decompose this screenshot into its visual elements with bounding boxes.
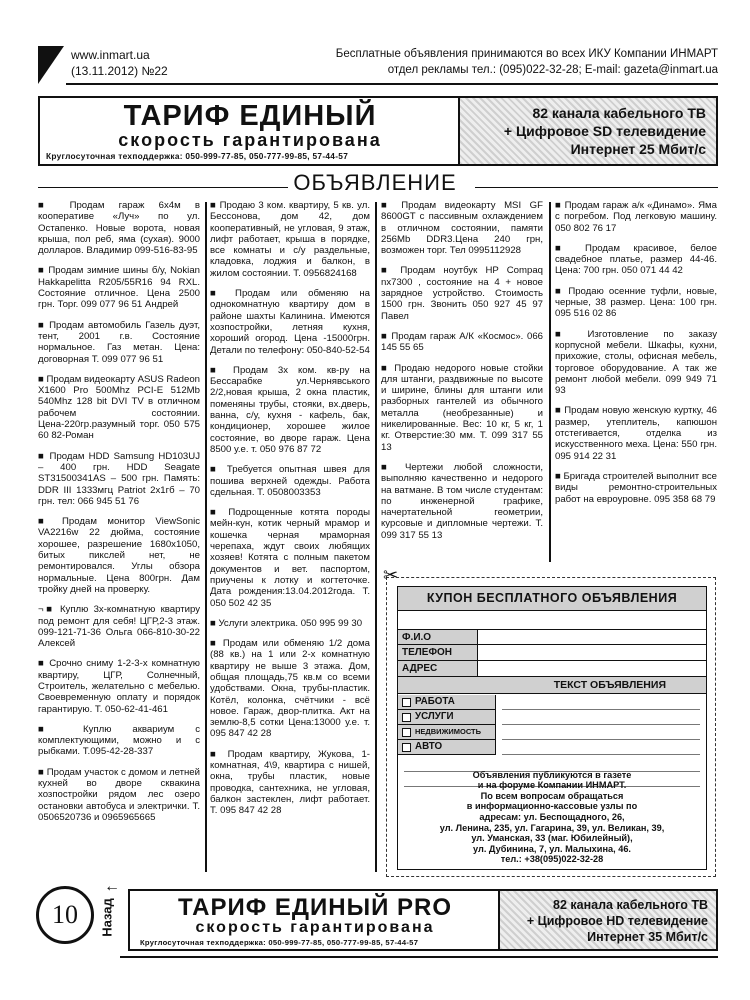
ad-item: ■ Услуги электрика. 050 995 99 30 <box>210 617 363 629</box>
coupon-spacer <box>398 611 706 629</box>
site-url[interactable]: www.inmart.ua <box>71 48 150 62</box>
ad-item: ■ Продам автомобиль Газель дуэт, тент, 2001 г.в. Состояние нормальное. Газ метан. Цена: договорная Т. 099 077 96 51 <box>38 319 200 365</box>
field-label: АДРЕС <box>398 661 478 676</box>
bottom-tariff-banner[interactable] <box>128 889 718 951</box>
banner-line: Интернет 25 Мбит/с <box>570 141 706 157</box>
category-label: РАБОТА <box>415 696 455 707</box>
banner-right <box>458 98 716 164</box>
footer-line: ул. Уманская, 33 (маг. Юбилейный), <box>471 833 633 844</box>
ad-item: ■ Продам ноутбук HP Compaq nx7300 , состояние на 4 + новое зарядное устройство. Стоимость 1500 грн. Звонить 050 927 45 97 Павел <box>381 265 543 322</box>
footer-line: Объявления публикуются в газете <box>472 769 632 780</box>
ad-item: ■ Продам квартиру, Жукова, 1-комнатная, 4\9, квартира с нишей, окна, трубы пластик, новые проводка, сантехника, не угловая, балкон застеклен, лифт работает. Т. 095 847 42 28 <box>210 748 370 817</box>
banner-support: Круглосуточная техподдержка: 050-999-77-85, 050-777-99-85, 57-44-57 <box>46 151 349 161</box>
field-name-row[interactable] <box>398 629 706 645</box>
ad-item: ¬■ Куплю 3х-комнатную квартиру под ремонт для себя! ЦГР,2-3 этаж. 099-121-71-36 Ольга 066-810-30-22 Алексей <box>38 604 200 650</box>
field-phone-row[interactable] <box>398 645 706 661</box>
scissors-icon: ✂ <box>383 565 399 585</box>
section-title-text: ОБЪЯВЛЕНИЕ <box>285 170 464 195</box>
header-info-line1: Бесплатные объявления принимаются во всех ИКУ Компании ИНМАРТ <box>335 48 718 60</box>
back-button[interactable] <box>98 878 120 948</box>
header-info-line2: отдел рекламы тел.: (095)022-32-28; E-mail: gazeta@inmart.ua <box>387 64 718 76</box>
footer-line: в информационно-кассовые узлы по <box>466 801 638 812</box>
coupon-title: КУПОН БЕСПЛАТНОГО ОБЪЯВЛЕНИЯ <box>398 587 706 611</box>
ads-column-1 <box>38 200 200 832</box>
ad-item: ■ Продам гараж А/К «Космос». 066 145 55 65 <box>381 330 543 354</box>
column-divider <box>375 202 377 872</box>
checkbox-icon[interactable] <box>402 728 411 737</box>
ad-item: ■ Продам или обменяю 1/2 дома (88 кв.) на 1 или 2-х комнатную квартиру не выше 3 этажа. Дом, общая площадь,75 кв.м со всеми удобствами. Окна, трубы-пластик. Котёл, колонка, счётчики - всё новое. Гараж, двор-плитка. Акт на землю-8,5 сотки Цена:13000 у.е. т. 095 847 42 28 <box>210 638 370 740</box>
ad-item: ■ Продам монитор ViewSonic VA2216w 22 дюйма, состояние хорошее, разрешение 1680x1050, битых пикслей нет, не ремонтировался. Углы обзора нормальные. Цена 800грн. Дам тройку дней на проверку. <box>38 516 200 595</box>
back-label: Назад <box>99 898 115 937</box>
ad-item: ■ Продаю 3 ком. квартиру, 5 кв. ул. Бессонова, дом 42, дом кооперативный, не угловая, 9 этаж, лифт работает, крыша в порядке, все комнаты и с/у раздельные, кладовка, лоджия и балкон, в жилом состоянии. Т. 0956824168 <box>210 200 370 279</box>
checkbox-icon[interactable] <box>402 743 411 752</box>
field-address-row[interactable] <box>398 661 706 677</box>
banner-title: ТАРИФ ЕДИНЫЙ <box>123 100 377 132</box>
page-header <box>38 46 718 86</box>
corner-triangle-icon <box>38 46 64 84</box>
category-work[interactable] <box>398 695 495 710</box>
ad-item: ■ Требуется опытная швея для пошива верхней одежды. Работа сдельная. Т. 0508003353 <box>210 464 370 498</box>
banner-title: ТАРИФ ЕДИНЫЙ PRO <box>178 894 452 921</box>
category-label: УСЛУГИ <box>415 711 454 722</box>
ad-text-line[interactable] <box>502 709 700 710</box>
checkbox-icon[interactable] <box>402 698 411 707</box>
address-field[interactable] <box>478 661 706 676</box>
issue-date: (13.11.2012) №22 <box>71 64 168 78</box>
field-label: ТЕЛЕФОН <box>398 645 478 660</box>
coupon-footer <box>398 770 706 865</box>
footer-line: и на форуме Компании ИНМАРТ. <box>477 780 627 791</box>
ad-item: ■ Продам 3х ком. кв-ру на Бессарабке ул.Чернявського 2/2,новая крыша, 2 окна пластик, поменяны трубы, стояки, вх.дверь, ванна, с/у, кухня - кафель, бак, кондиционер, хорошее жилое состояние, во дворе гараж. Цена 8500 у.е. т. 050 976 87 72 <box>210 364 370 455</box>
banner-line: Интернет 35 Мбит/с <box>587 930 708 944</box>
banner-left <box>130 891 500 949</box>
category-label: АВТО <box>415 741 443 752</box>
ads-column-3 <box>381 200 543 550</box>
banner-subtitle: скорость гарантирована <box>118 130 382 150</box>
ad-item: ■ Куплю аквариум с комплектующими, можно и с рыбками. Т.095-42-28-337 <box>38 723 200 758</box>
footer-line: По всем вопросам обращаться <box>480 790 624 801</box>
ads-column-2 <box>210 200 370 826</box>
category-auto[interactable] <box>398 740 495 755</box>
title-rule-right <box>475 187 718 188</box>
bottom-rule <box>120 956 718 958</box>
category-list <box>398 695 496 755</box>
ad-item: ■ Продам или обменяю на однокомнатную квартиру дом в районе шахты Калинина. Имеются хозпостройки, летняя кухня, хороший огород. Цена -15000грн. Детали по телефону: 050-840-52-54 <box>210 288 370 356</box>
footer-line: адресам: ул. Беспощадного, 26, <box>479 812 625 823</box>
free-ad-coupon[interactable] <box>383 565 716 877</box>
ad-item: ■ Продам видеокарту ASUS Radeon X1600 Pro 500Mhz PCI-E 512Mb 540Mhz 128 bit DVI TV в отличном рабочем состоянии. Цена-220гр.разумный торг. 050 575 60 82-Роман <box>38 373 200 442</box>
ad-item: ■ Продаю осенние туфли, новые, черные, 38 размер. Цена: 100 грн. 095 516 02 86 <box>555 285 717 320</box>
header-rule <box>66 83 718 85</box>
checkbox-icon[interactable] <box>402 713 411 722</box>
footer-line: тел.: +38(095)022-32-28 <box>500 854 604 865</box>
ad-item: ■ Продам красивое, белое свадебное платье, размер 44-46. Цена: 700 грн. 050 071 44 42 <box>555 242 717 277</box>
title-rule-left <box>38 187 288 188</box>
coupon-form <box>397 586 707 870</box>
banner-subtitle: скорость гарантирована <box>195 919 435 936</box>
banner-right <box>498 891 716 949</box>
ad-item: ■ Продам зимние шины б/у, Nokian Hakkapelitta R205/55R16 94 RXL. Состояние отличное. Цена 2500 грн. Торг. 099 077 96 51 Андрей <box>38 265 200 311</box>
ad-item: ■ Подрощенные котята породы мейн-кун, котик черный мрамор и кошечка черная мраморная черепаха, ждут своих любящих хозяев! Котята с полным пакетом документов и вет. паспортом, приучены к лотку и когтеточке. Дата рождения:13.04.2012года. Т. 050 502 42 35 <box>210 507 370 609</box>
banner-line: 82 канала кабельного ТВ <box>553 898 708 912</box>
ad-text-line[interactable] <box>502 754 700 755</box>
ad-item: ■ Продам новую женскую куртку, 46 размер, утеплитель, капюшон отстегивается, отделка из искусственного меха. Цена: 550 грн. 095 914 22 31 <box>555 405 717 462</box>
top-tariff-banner[interactable] <box>38 96 718 166</box>
ads-column-4 <box>555 200 717 514</box>
ad-text-line[interactable] <box>502 739 700 740</box>
name-field[interactable] <box>478 630 706 644</box>
ad-item: ■ Продам видеокарту MSI GF 8600GT с пассивным охлаждением в отличном состоянии, памяти 256Mb DDR3.Цена 240 грн, возможен торг. Тел 0995112928 <box>381 200 543 257</box>
footer-line: ул. Ленина, 235, ул. Гагарина, 39, ул. Великан, 39, <box>439 822 665 833</box>
ad-item: ■ Продам гараж 6х4м в кооперативе «Луч» по ул. Остапенко. Новые ворота, новая крыша, пол реб, яма (сухая). 9000 долларов. Владимир 099-516-83-95 <box>38 200 200 257</box>
ad-text-header: ТЕКСТ ОБЪЯВЛЕНИЯ <box>398 677 706 694</box>
page-number: 10 <box>36 886 94 944</box>
column-divider <box>205 202 207 872</box>
ad-item: ■ Изготовление по заказу корпусной мебели. Шкафы, кухни, прихожие, столы, офисная мебель, торговое оборудование. А так же ремонт любой мебели. 099 949 71 93 <box>555 328 717 397</box>
ad-item: ■ Срочно сниму 1-2-3-х комнатную квартиру, ЦГР, Солнечный, Строитель, желательно с мебелью. Своевременную оплату и порядок гарантирую. Т. 050-62-41-461 <box>38 658 200 715</box>
footer-line: ул. Дубинина, 7, ул. Малыхина, 46. <box>473 843 631 854</box>
ad-item: ■ Продам участок с домом и летней кухней во дворе сквакина хозпостройки рядом лес озеро остановки автобуса и электрички. Т. 0506520736 и 0965965665 <box>38 766 200 823</box>
ad-item: ■ Продаю недорого новые стойки для штанги, раздвижные по высоте и ширине, блины для штанги или разборных гантелей из обычного металла (необрезанные) и никелированные. Вес: 10 кг, 5 кг, 1 кг. Отверстие:30 мм. Т. 099 317 55 13 <box>381 362 543 453</box>
banner-support: Круглосуточная техподдержка: 050-999-77-85, 050-777-99-85, 57-44-57 <box>140 938 419 947</box>
arrow-left-icon: ← <box>104 878 120 895</box>
banner-left <box>40 98 460 164</box>
category-services[interactable] <box>398 710 495 725</box>
field-label: Ф.И.О <box>398 630 478 644</box>
ad-item: ■ Бригада строителей выполнит все виды ремонтно-строительных работ на евроуровне. 095 358 68 79 <box>555 470 717 505</box>
category-label: НЕДВИЖИМОСТЬ <box>415 727 482 736</box>
category-realty[interactable] <box>398 725 495 740</box>
ad-item: ■ Чертежи любой сложности, выполняю качественно и недорого на ватмане. В том числе студентам: по инженерной графике, начертательной геометрии, курсовые и дипломные чертежи. Т. 099 317 55 13 <box>381 461 543 541</box>
phone-field[interactable] <box>478 645 706 660</box>
section-title <box>0 170 750 196</box>
banner-line: 82 канала кабельного ТВ <box>532 105 706 121</box>
column-divider <box>549 202 551 562</box>
banner-line: + Цифровое SD телевидение <box>503 123 706 139</box>
ad-text-line[interactable] <box>502 724 700 725</box>
banner-line: + Цифровое HD телевидение <box>526 914 708 928</box>
ad-item: ■ Продам гараж а/к «Динамо». Яма с погребом. Под легковую машину. 050 802 76 17 <box>555 200 717 234</box>
ad-item: ■ Продам HDD Samsung HD103UJ – 400 грн. HDD Seagate ST31500341AS – 500 грн. Память: DDR III 1333мгц Patriot 2х1гб – 70 грн. тел: 066 945 51 76 <box>38 450 200 507</box>
